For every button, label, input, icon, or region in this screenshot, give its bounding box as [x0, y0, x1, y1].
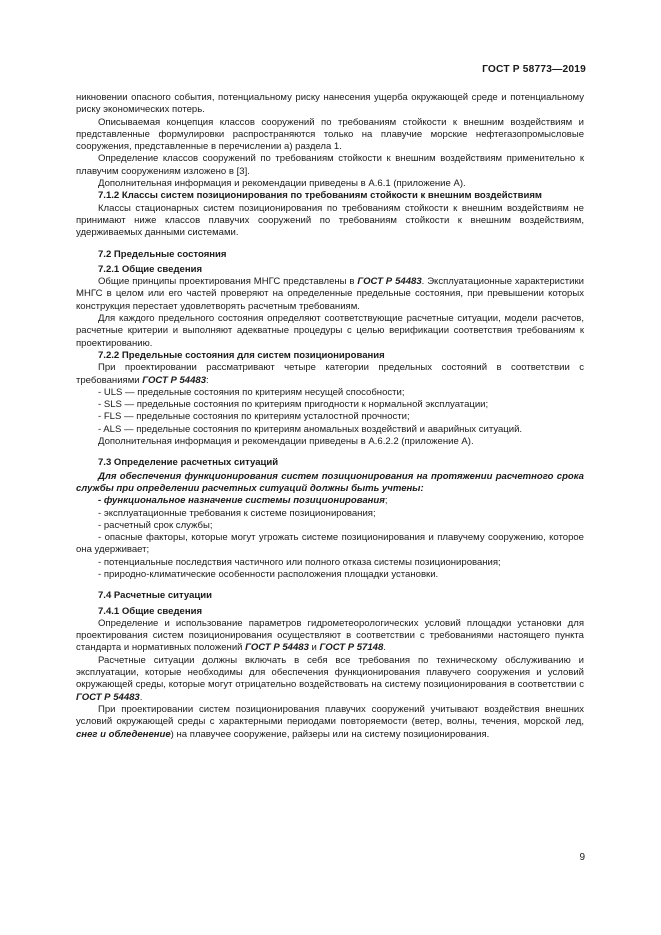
section-heading: 7.2 Предельные состояния — [98, 248, 227, 260]
text-run: и — [308, 642, 320, 654]
paragraph — [76, 471, 584, 496]
text-run: . Эксплуатационные характеристики МНГС в целом или его частей проверяют на определенные предельные состояния, при превышении которых конструкция перестает удовлетворять расчетным требованиям. — [76, 276, 585, 312]
paragraph: - опасные факторы, которые могут угрожать системе позиционирования и плавучему сооружению, которое она удерживает; — [76, 532, 584, 556]
text-run: ; — [384, 495, 388, 507]
subsection-heading: 7.2.2 Предельные состояния для систем позиционирования — [98, 349, 385, 361]
document-body — [76, 92, 584, 741]
paragraph — [76, 362, 584, 387]
paragraph: - ULS — предельные состояния по критериям несущей способности; — [98, 386, 405, 398]
paragraph: - ALS — предельные состояния по критериям аномальных воздействий и аварийных ситуаций. — [98, 423, 523, 435]
paragraph: никновении опасного события, потенциальному риску нанесения ущерба окружающей среде и потенциальному риску экономических потерь. — [76, 92, 584, 116]
standard-reference: ГОСТ Р 54483 — [357, 276, 422, 288]
standard-reference: ГОСТ Р 54483 — [245, 642, 309, 654]
subsection-heading: 7.4.1 Общие сведения — [98, 605, 203, 617]
paragraph: Дополнительная информация и рекомендации приведены в А.6.2.2 (приложение А). — [98, 436, 474, 448]
paragraph — [76, 655, 584, 704]
section-heading: 7.3 Определение расчетных ситуаций — [98, 457, 279, 469]
paragraph: - природно-климатические особенности расположения площадки установки. — [98, 568, 439, 580]
paragraph — [76, 276, 584, 313]
text-run: : — [206, 374, 209, 386]
text-run: Расчетные ситуации должны включать в себя все требования по техническому обслуживанию и эксплуатации, которые необходимы для обеспечения функционирования плавучего сооружения и условий окружающей среды, которые могут отрицательно воздействовать на систему позиционирования в соответствии с — [76, 654, 584, 691]
paragraph: Определение классов сооружений по требованиям стойкости к внешним воздействиям применительно к плавучим сооружениям изложено в [3]. — [76, 153, 584, 177]
paragraph: - эксплуатационные требования к системе позиционирования; — [98, 507, 376, 519]
paragraph: Классы стационарных систем позиционирования по требованиям стойкости к внешним воздействиям не принимают ниже классов плавучих сооружений по требованиям стойкости к внешним воздействиям, удерживаемых данными системами. — [76, 202, 584, 239]
text-run: Определение и использование параметров гидрометеорологических условий площадки установки для проектирования систем позиционирования осуществляют в соответствии с требованиями настоящего пункта стандарта и нормативных положений — [76, 617, 584, 654]
paragraph: Дополнительная информация и рекомендации приведены в А.6.1 (приложение А). — [98, 178, 466, 190]
paragraph: - потенциальные последствия частичного или полного отказа системы позиционирования; — [98, 556, 501, 568]
standard-reference: ГОСТ Р 54483 — [142, 374, 207, 386]
standard-reference: снег и обледенение — [76, 728, 171, 740]
page-number: 9 — [579, 852, 585, 863]
paragraph: - FLS — предельные состояния по критериям усталостной прочности; — [98, 411, 410, 423]
paragraph: - расчетный срок службы; — [98, 519, 213, 531]
paragraph: Для каждого предельного состояния определяют соответствующие расчетные ситуации, модели расчетов, расчетные критерии и выполняют адекватные процедуры с целью верификации соответствия требованиям к проектированию. — [76, 313, 584, 349]
text-run: . — [383, 642, 386, 654]
paragraph — [76, 618, 584, 655]
text-run: Общие принципы проектирования МНГС представлены в — [98, 276, 358, 288]
document-header: ГОСТ Р 58773—2019 — [482, 64, 586, 75]
paragraph: - SLS — предельные состояния по критериям пригодности к нормальной эксплуатации; — [98, 399, 489, 411]
standard-reference: Для обеспечения функционирования систем позиционирования на протяжении расчетного срока службы при определении расчетных ситуаций должны быть учтены: — [76, 470, 584, 494]
paragraph — [76, 495, 584, 507]
section-heading: 7.4 Расчетные ситуации — [98, 590, 213, 602]
standard-reference: - функциональное назначение системы позиционирования — [98, 495, 385, 507]
text-run: ) на плавучее сооружение, райзеры или на систему позиционирования. — [170, 728, 490, 740]
text-run: При проектировании рассматривают четыре категории предельных состояний в соответствии с требованиями — [76, 362, 584, 386]
subsection-heading: 7.2.1 Общие сведения — [98, 263, 203, 275]
paragraph: Описываемая концепция классов сооружений по требованиям стойкости к внешним воздействиям и представленные формулировки распространяются только на плавучие морские нефтегазопромысловые сооружения, представленные в перечислении а) раздела 1. — [76, 116, 584, 153]
paragraph — [76, 704, 584, 741]
standard-reference: ГОСТ Р 54483 — [76, 691, 140, 703]
subsection-heading: 7.1.2 Классы систем позиционирования по требованиям стойкости к внешним воздействиям — [98, 190, 542, 202]
text-run: При проектировании систем позиционирования плавучих сооружений учитывают воздействия внешних условий окружающей среды с характерными периодами повторяемости (ветер, волны, течения, морской лед, — [76, 703, 584, 728]
standard-reference: ГОСТ Р 57148 — [319, 642, 384, 654]
text-run: . — [139, 691, 143, 703]
